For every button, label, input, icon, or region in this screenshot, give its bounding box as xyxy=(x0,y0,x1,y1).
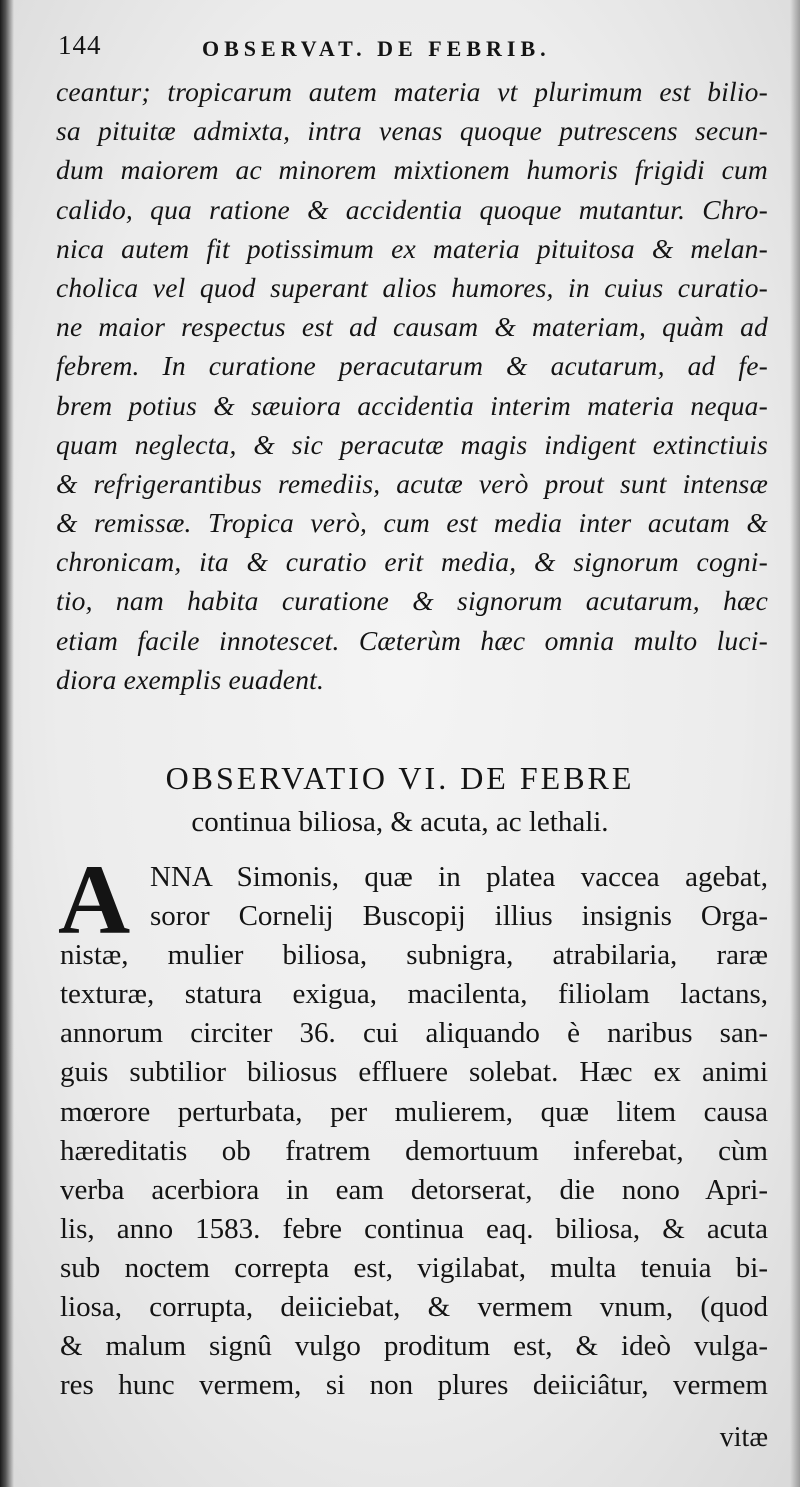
text-line: nica autem fit potissimum ex materia pituitosa & melan- xyxy=(56,232,768,264)
text-line: hæreditatis ob fratrem demortuum inferebat, cùm xyxy=(60,1134,768,1167)
text-line: & malum signû vulgo proditum est, & ideò vulga- xyxy=(60,1330,768,1363)
text-line: verba acerbiora in eam detorserat, die nono Apri- xyxy=(60,1173,768,1206)
observation-title: OBSERVATIO VI. DE FEBRE xyxy=(165,760,635,796)
page-header xyxy=(58,30,768,74)
text-line: & remissæ. Tropica verò, cum est media inter acutam & xyxy=(56,507,768,539)
observation-subtitle: continua biliosa, & acuta, ac lethali. xyxy=(191,806,609,838)
text-line: chronicam, ita & curatio erit media, & signorum cogni- xyxy=(56,546,768,578)
text-line: sub noctem correpta est, vigilabat, multa tenuia bi- xyxy=(60,1251,768,1284)
text-line: soror Cornelij Buscopij illius insignis Orga- xyxy=(150,900,768,933)
text-line: cholica vel quod superant alios humores, in cuius curatio- xyxy=(56,271,768,303)
text-line: dum maiorem ac minorem mixtionem humoris frigidi cum xyxy=(56,154,768,186)
text-line: liosa, corrupta, deiiciebat, & vermem vnum, (quod xyxy=(60,1291,768,1324)
text-line: nistæ, mulier biliosa, subnigra, atrabilaria, raræ xyxy=(60,939,768,972)
running-head: OBSERVAT. DE FEBRIB. xyxy=(202,36,551,61)
gutter-shadow xyxy=(0,0,14,1487)
catchword: vitæ xyxy=(719,1422,768,1453)
text-line: res hunc vermem, si non plures deiiciâtur, vermem xyxy=(60,1369,768,1402)
text-line: ne maior respectus est ad causam & materiam, quàm ad xyxy=(56,311,768,343)
text-line: tio, nam habita curatione & signorum acutarum, hæc xyxy=(56,585,768,617)
page-number: 144 xyxy=(58,30,102,60)
text-line: calido, qua ratione & accidentia quoque mutantur. Chro- xyxy=(56,193,768,225)
observation-body xyxy=(58,844,768,1405)
text-line: quam neglecta, & sic peracutæ magis indigent extinctiuis xyxy=(56,428,768,460)
text-line: etiam facile innotescet. Cæterùm hæc omnia multo luci- xyxy=(56,624,768,656)
italic-paragraph xyxy=(56,72,768,699)
text-line: lis, anno 1583. febre continua eaq. biliosa, & acuta xyxy=(60,1212,768,1245)
text-line: texturæ, statura exigua, macilenta, filiolam lactans, xyxy=(60,978,768,1011)
text-line: febrem. In curatione peracutarum & acutarum, ad fe- xyxy=(56,350,768,382)
text-line: NNA Simonis, quæ in platea vaccea agebat, xyxy=(150,861,768,893)
text-line: guis subtilior biliosus effluere solebat. Hæc ex animi xyxy=(60,1056,768,1089)
text-line: diora exemplis euadent. xyxy=(56,663,325,695)
text-line: mœrore perturbata, per mulierem, quæ litem causa xyxy=(60,1095,768,1128)
drop-cap-initial: A xyxy=(58,844,131,955)
text-line: sa pituitæ admixta, intra venas quoque putrescens secun- xyxy=(56,115,768,147)
text-line: brem potius & sæuiora accidentia interim materia nequa- xyxy=(56,389,768,421)
text-line: & refrigerantibus remediis, acutæ verò prout sunt intensæ xyxy=(56,467,768,499)
text-line: annorum circiter 36. cui aliquando è naribus san- xyxy=(60,1017,768,1050)
edge-shadow xyxy=(790,0,800,1487)
text-line: ceantur; tropicarum autem materia vt plurimum est bilio- xyxy=(56,76,768,107)
